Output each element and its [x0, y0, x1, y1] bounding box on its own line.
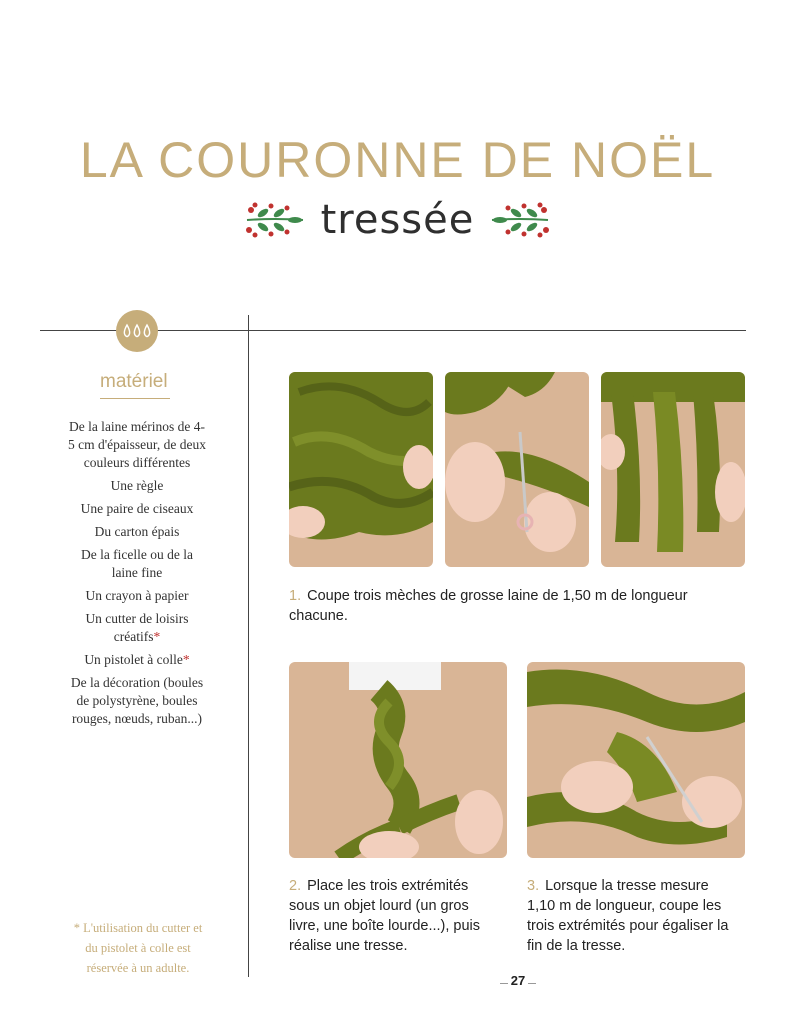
page-number: 27 [510, 973, 526, 988]
materiel-item: Une paire de ciseaux [80, 501, 194, 516]
subtitle-row [0, 195, 795, 245]
materiel-item: De la décoration (boules de polystyrène, boules rouges, nœuds, ruban...) [70, 675, 204, 726]
step-text: Coupe trois mèches de grosse laine de 1,50 m de longueur chacune. [289, 588, 688, 624]
page-title: LA COURONNE DE NOËL [79, 132, 716, 188]
photo-braiding [289, 662, 507, 858]
holly-sprig-left-icon [243, 200, 307, 240]
step-text: Place les trois extrémités sous un objet lourd (un gros livre, une boîte lourde...), puis réalise une tresse. [289, 878, 481, 954]
photo-cutting-braid [527, 662, 745, 858]
materiel-list [68, 418, 206, 733]
step-2 [289, 876, 494, 956]
photo-cutting-wool [445, 372, 589, 567]
drops-icon [116, 310, 158, 352]
materiel-item-label: Un pistolet à colle [84, 652, 183, 667]
safety-note: * L'utilisation du cutter et du pistolet à colle est réservée à un adulte. [73, 921, 203, 975]
materiel-item-glue-gun [68, 651, 206, 669]
photo-three-strands [601, 372, 745, 567]
materiel-item: De la laine mérinos de 4-5 cm d'épaisseur, de deux couleurs différentes [68, 419, 206, 470]
page-number-dash-right [528, 983, 536, 984]
materiel-item: De la ficelle ou de la laine fine [80, 547, 194, 580]
materiel-item-cutter [68, 610, 206, 646]
step-number: 3. [527, 878, 540, 894]
materiel-heading: matériel [100, 371, 168, 392]
step-1 [289, 586, 745, 626]
page-subtitle: tressée [320, 197, 475, 243]
materiel-item-label: Un cutter de loisirs créatifs [85, 611, 189, 644]
step-3 [527, 876, 737, 956]
materiel-underline [100, 398, 170, 399]
materiel-item: Une règle [110, 478, 164, 493]
asterisk-mark: * [153, 629, 161, 644]
photo-wool-pile [289, 372, 433, 567]
asterisk-mark: * [182, 652, 190, 667]
materiel-item: Du carton épais [94, 524, 180, 539]
holly-sprig-right-icon [488, 200, 552, 240]
step-number: 1. [289, 588, 302, 604]
step-number: 2. [289, 878, 302, 894]
vertical-divider [248, 315, 249, 977]
materiel-item: Un crayon à papier [85, 588, 189, 603]
step-text: Lorsque la tresse mesure 1,10 m de longueur, coupe les trois extrémités pour égaliser la fin de la tresse. [527, 878, 729, 954]
